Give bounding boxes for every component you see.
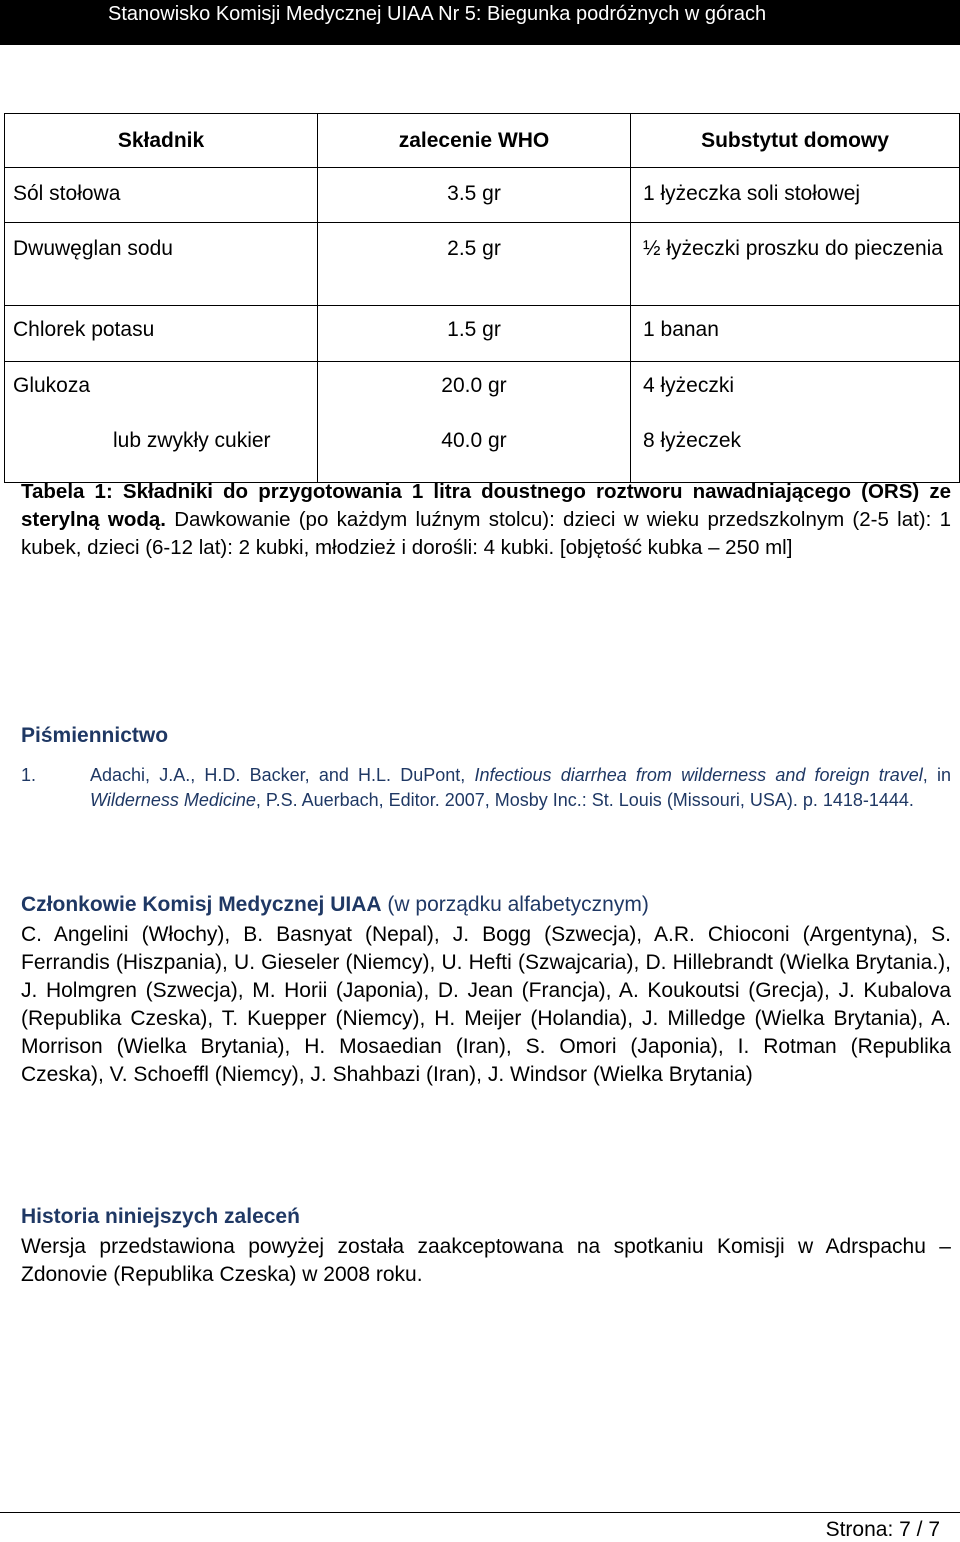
ingredient-primary: Glukoza (13, 374, 91, 397)
ingredient-cell: Dwuwęglan sodu (5, 223, 318, 306)
reference-title: Infectious diarrhea from wilderness and foreign travel (474, 765, 923, 785)
history-text: Wersja przedstawiona powyżej została zaakceptowana na spotkaniu Komisji w Adrspachu – Zdonovie (Republika Czeska) w 2008 roku. (21, 1235, 951, 1286)
who-cell: 3.5 gr (318, 168, 631, 223)
column-header: zalecenie WHO (318, 114, 631, 168)
members-list: C. Angelini (Włochy), B. Basnyat (Nepal), J. Bogg (Szwecja), A.R. Chioconi (Argentyna), S. Ferrandis (Hiszpania), U. Gieseler (Niemcy), U. Hefti (Szwajcaria), D. Hillebrandt (Wielka Brytania.), J. Holmgren (Szwecja), M. Horii (Japonia), D. Jean (Francja), A. Koukoutsi (Grecja), J. Kubalova (Republika Czeska), T. Kuepper (Niemcy), H. Meijer (Holandia), J. Milledge (Wielka Brytania), A. Morrison (Wielka Brytania), H. Mosaedian (Iran), S. Omori (Japonia), I. Rotman (Republika Czeska), V. Schoeffl (Niemcy), J. Shahbazi (Iran), J. Windsor (Wielka Brytania) (21, 923, 951, 1086)
table-row (5, 362, 960, 483)
page-header (0, 0, 960, 45)
substitute-cell (631, 362, 960, 483)
who-cell (318, 362, 631, 483)
substitute-primary: 4 łyżeczki (643, 374, 735, 397)
substitute-cell: ½ łyżeczki proszku do pieczenia (631, 223, 960, 306)
column-header: Składnik (5, 114, 318, 168)
ingredient-cell: Sól stołowa (5, 168, 318, 223)
substitute-cell: 1 łyżeczka soli stołowej (631, 168, 960, 223)
caption-text: Dawkowanie (po każdym luźnym stolcu): dzieci w wieku przedszkolnym (2-5 lat): 1 kubek, dzieci (6-12 lat): 2 kubki, młodzież i dorośli: 4 kubki. [objętość kubka – 250 ml] (21, 508, 951, 559)
reference-in: , in (922, 765, 951, 785)
history-heading: Historia niniejszych zaleceń (21, 1205, 300, 1228)
reference-authors: Adachi, J.A., H.D. Backer, and H.L. DuPont, (90, 765, 466, 785)
ingredient-cell: Chlorek potasu (5, 306, 318, 362)
footer-divider (0, 1512, 960, 1513)
who-cell: 2.5 gr (318, 223, 631, 306)
reference-book: Wilderness Medicine (90, 790, 256, 810)
who-primary: 20.0 gr (441, 374, 507, 397)
table-row (5, 223, 960, 306)
table-caption (21, 478, 951, 562)
references-heading: Piśmiennictwo (21, 724, 169, 747)
members-heading (21, 893, 951, 917)
ors-ingredients-table (4, 113, 960, 483)
page-number: Strona: 7 / 7 (825, 1518, 940, 1541)
who-cell: 1.5 gr (318, 306, 631, 362)
table-row (5, 306, 960, 362)
table-row (5, 168, 960, 223)
caption-title: Tabela 1: Składniki do przygotowania 1 litra doustnego roztworu nawadniającego (ORS) ze sterylną wodą. (21, 480, 951, 531)
reference-number: 1. (21, 765, 37, 785)
reference-list (21, 763, 951, 813)
reference-text (90, 763, 951, 813)
table-header-row (5, 114, 960, 168)
who-alternative: 40.0 gr (441, 429, 507, 452)
document-title: Stanowisko Komisji Medycznej UIAA Nr 5: Biegunka podróżnych w górach (108, 3, 767, 25)
substitute-cell: 1 banan (631, 306, 960, 362)
substitute-alternative: 8 łyżeczek (643, 429, 742, 452)
list-item (21, 763, 951, 813)
ingredient-cell (5, 362, 318, 483)
ingredient-alternative: lub zwykły cukier (113, 429, 271, 452)
column-header: Substytut domowy (631, 114, 960, 168)
reference-details: , P.S. Auerbach, Editor. 2007, Mosby Inc.: St. Louis (Missouri, USA). p. 1418-1444. (255, 790, 914, 810)
members-heading-note: (w porządku alfabetycznym) (381, 893, 649, 916)
members-heading-bold: Członkowie Komisj Medycznej UIAA (21, 893, 382, 916)
